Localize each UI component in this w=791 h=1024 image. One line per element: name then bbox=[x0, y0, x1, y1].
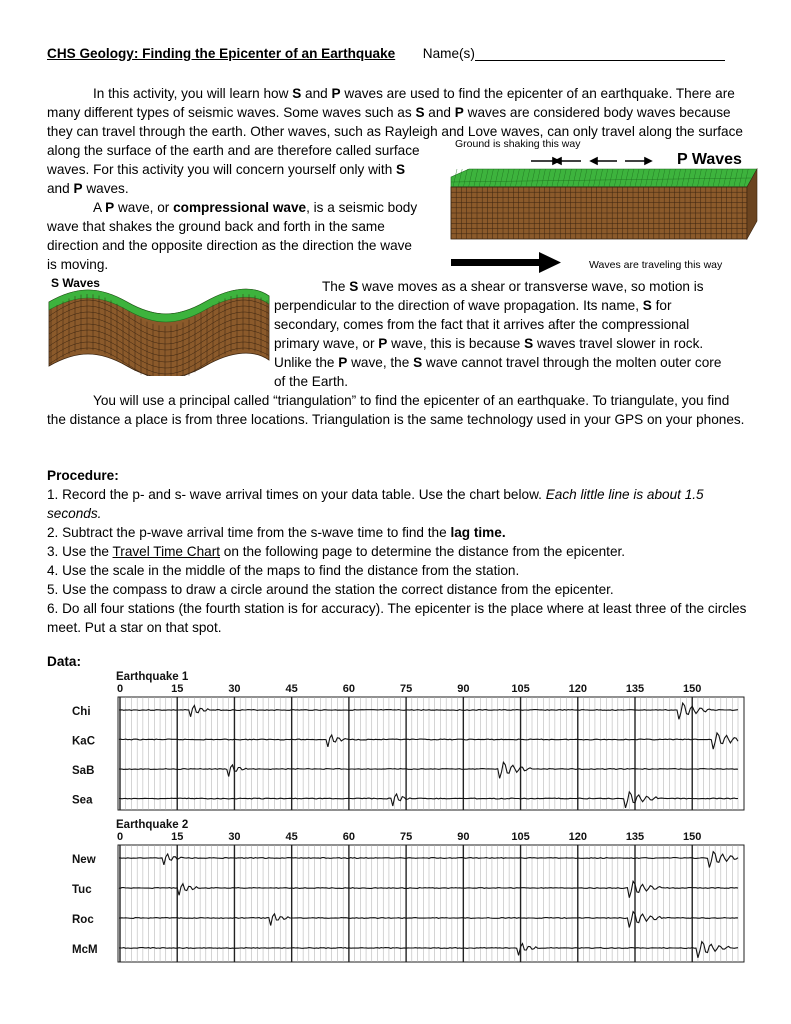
p-wave-top-label: Ground is shaking this way bbox=[455, 138, 581, 150]
procedure-step-1: 1. Record the p- and s- wave arrival times on your data table. Use the chart below. Each little line is about 1.5 seconds. bbox=[47, 487, 704, 521]
tick-label: 120 bbox=[568, 831, 587, 843]
intro-left-column: along the surface of the earth and are therefore called surface waves. For this activity you will concern yourself only with S and P waves. A P wave, or compressional wave, is a seismic body wave that shakes the ground back and forth in the same direction and the opposite direction as the direction the wave is moving. bbox=[47, 141, 447, 266]
s-wave-paragraph: The S wave moves as a shear or transverse wave, so motion is perpendicular to the direction of wave propagation. Its name, S for secondary, comes from the fact that it arrives after the compressional primary wave, or P wave, this is because S waves travel slower in rock. Unlike the P wave, the S wave cannot travel through the molten outer core of the Earth. bbox=[274, 279, 722, 389]
p-wave-bottom-label: Waves are traveling this way bbox=[589, 259, 723, 271]
tick-label: 90 bbox=[457, 831, 470, 843]
tick-label: 150 bbox=[683, 831, 702, 843]
name-field[interactable] bbox=[475, 46, 725, 61]
tick-label: 45 bbox=[285, 831, 298, 843]
chart-frame bbox=[118, 845, 744, 962]
tick-label: 0 bbox=[116, 683, 124, 695]
tick-label: 60 bbox=[342, 683, 356, 695]
shake-arrows bbox=[531, 158, 651, 164]
station-trace bbox=[119, 792, 738, 808]
intro-wide-lines: In this activity, you will learn how S and P waves are used to find the epicenter of an earthquake. There are many different types of seismic waves. Some waves such as S and P waves are considered body waves because they can travel through the earth. Other waves, such as Rayleigh and Love waves, can only travel along the surface bbox=[47, 84, 747, 141]
tick-label: 75 bbox=[399, 683, 413, 695]
procedure-section bbox=[47, 466, 751, 637]
station-label: New bbox=[72, 854, 96, 866]
station-trace bbox=[119, 762, 738, 778]
travel-time-chart-link[interactable]: Travel Time Chart bbox=[112, 544, 221, 559]
name-label: Name(s) bbox=[422, 46, 475, 61]
station-label: McM bbox=[72, 944, 98, 956]
station-label: SaB bbox=[72, 765, 95, 777]
tick-label: 90 bbox=[457, 683, 470, 695]
p-wave-title: P Waves bbox=[677, 151, 742, 168]
s-wave-figure bbox=[47, 274, 271, 376]
procedure-step-6: 6. Do all four stations (the fourth station is for accuracy). The epicenter is the place where at least three of the circles meet. Put a star on that spot. bbox=[47, 601, 747, 635]
procedure-heading: Procedure: bbox=[47, 468, 119, 483]
tick-label: 15 bbox=[171, 831, 184, 843]
tick-label: 105 bbox=[511, 831, 530, 843]
station-trace bbox=[119, 703, 738, 719]
station-label: Sea bbox=[72, 794, 93, 807]
tick-label: 75 bbox=[399, 831, 413, 843]
procedure-step-2: 2. Subtract the p-wave arrival time from the s-wave time to find the lag time. bbox=[47, 525, 506, 540]
tick-label: 0 bbox=[116, 831, 124, 843]
tick-label: 60 bbox=[342, 831, 356, 843]
page-title: CHS Geology: Finding the Epicenter of an Earthquake bbox=[47, 46, 396, 61]
station-label: KaC bbox=[72, 735, 96, 748]
tick-label: 30 bbox=[228, 831, 241, 843]
station-trace bbox=[119, 912, 738, 928]
data-heading: Data: bbox=[47, 654, 81, 669]
seismogram-charts bbox=[0, 668, 791, 978]
p-wave-figure bbox=[449, 135, 759, 275]
tick-label: 150 bbox=[683, 683, 702, 695]
station-label: Roc bbox=[72, 914, 94, 926]
triangulation-paragraph: You will use a principal called “triangulation” to find the epicenter of an earthquake. To triangulate, you find the distance a place is from three locations. Triangulation is the same technology used in your GPS on your phones. bbox=[47, 393, 745, 427]
tick-label: 135 bbox=[625, 683, 645, 695]
seismogram-title: Earthquake 1 bbox=[116, 671, 189, 683]
procedure-step-3: 3. Use the Travel Time Chart on the following page to determine the distance from the epicenter. bbox=[47, 544, 626, 559]
tick-label: 135 bbox=[625, 831, 645, 843]
station-label: Chi bbox=[72, 706, 91, 718]
station-label: Tuc bbox=[72, 884, 92, 896]
tick-label: 45 bbox=[285, 683, 298, 695]
procedure-step-4: 4. Use the scale in the middle of the maps to find the distance from the station. bbox=[47, 563, 520, 578]
seismogram-1 bbox=[72, 671, 744, 810]
tick-label: 120 bbox=[568, 683, 587, 695]
station-trace bbox=[119, 881, 738, 897]
tick-label: 15 bbox=[171, 683, 184, 695]
tick-label: 105 bbox=[511, 683, 530, 695]
procedure-step-5: 5. Use the compass to draw a circle around the station the correct distance from the epicenter. bbox=[47, 582, 614, 597]
s-wave-title: S Waves bbox=[51, 276, 100, 290]
station-trace bbox=[119, 733, 738, 749]
chart-frame bbox=[118, 697, 744, 810]
tick-label: 30 bbox=[228, 683, 241, 695]
document-header bbox=[47, 46, 725, 61]
station-trace bbox=[119, 942, 738, 958]
seismogram-2 bbox=[72, 819, 744, 962]
seismogram-title: Earthquake 2 bbox=[116, 819, 189, 831]
station-trace bbox=[119, 852, 738, 868]
